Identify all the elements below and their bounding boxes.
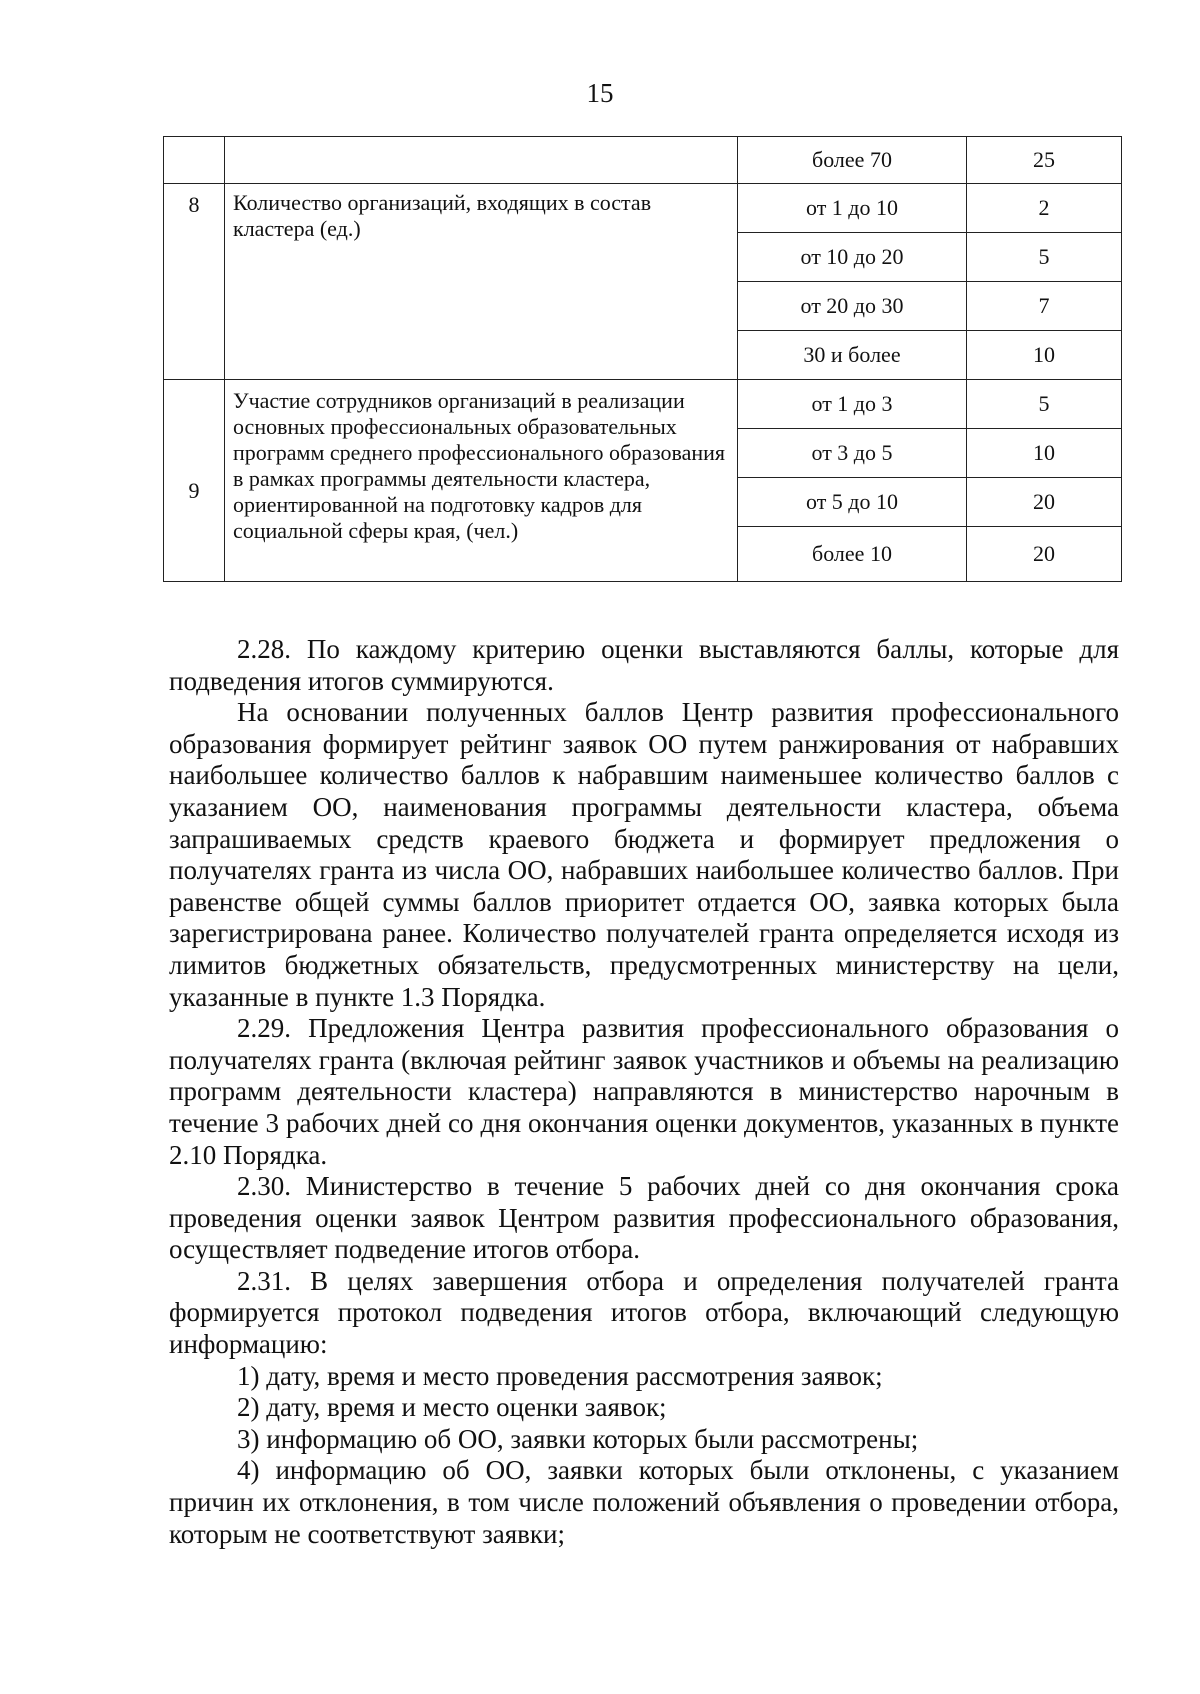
table-cell-score: 10: [967, 429, 1122, 478]
table-cell-range: более 70: [738, 137, 967, 184]
table-cell-score: 10: [967, 331, 1122, 380]
table-cell-score: 20: [967, 478, 1122, 527]
criterion-name: Участие сотрудников организаций в реализации основных профессиональных образовательных программ среднего профессионального образования в рамках программы деятельности кластера, ориентированной на подготовку кадров для социальной сферы края, (чел.): [225, 380, 738, 582]
paragraph-2-28: 2.28. По каждому критерию оценки выставляются баллы, которые для подведения итогов суммируются.: [169, 634, 1119, 696]
criterion-name: Количество организаций, входящих в состав кластера (ед.): [225, 184, 738, 380]
list-item: 1) дату, время и место проведения рассмотрения заявок;: [237, 1360, 883, 1391]
table-cell-score: 5: [967, 233, 1122, 282]
list-item: 4) информацию об ОО, заявки которых были отклонены, с указанием причин их отклонения, в том числе положений объявления о проведении отбора, которым не соответствуют заявки;: [169, 1455, 1119, 1549]
table-cell-range: от 1 до 10: [738, 184, 967, 233]
list-item: 3) информацию об ОО, заявки которых были рассмотрены;: [237, 1423, 919, 1454]
table-cell-score: 7: [967, 282, 1122, 331]
table-cell-range: от 3 до 5: [738, 429, 967, 478]
criterion-number: 9: [164, 380, 225, 582]
table-cell-range: от 1 до 3: [738, 380, 967, 429]
paragraph-rating: На основании полученных баллов Центр развития профессионального образования формирует рейтинг заявок ОО путем ранжирования от набравших наибольшее количество баллов к набравшим наименьшее количество баллов с указанием ОО, наименования программы деятельности кластера, объема запрашиваемых средств краевого бюджета и формирует предложения о получателях гранта из числа ОО, набравших наибольшее количество баллов. При равенстве общей суммы баллов приоритет отдается ОО, заявка которых была зарегистрирована ранее. Количество получателей гранта определяется исходя из лимитов бюджетных обязательств, предусмотренных министерству на цели, указанные в пункте 1.3 Порядка.: [169, 697, 1119, 1012]
page-number: 15: [586, 78, 614, 108]
criterion-number: 8: [164, 184, 225, 380]
list-item: 2) дату, время и место оценки заявок;: [237, 1392, 667, 1423]
table-cell-name: [225, 137, 738, 184]
paragraph-2-31: 2.31. В целях завершения отбора и определения получателей гранта формируется протокол подведения итогов отбора, включающий следующую информацию:: [169, 1265, 1119, 1360]
table-row: [164, 380, 1122, 429]
table-cell-score: 5: [967, 380, 1122, 429]
table-row: [164, 137, 1122, 184]
table-cell-score: 25: [967, 137, 1122, 184]
body-text: [169, 634, 1119, 1550]
table-cell-range: 30 и более: [738, 331, 967, 380]
paragraph-2-30: 2.30. Министерство в течение 5 рабочих дней со дня окончания срока проведения оценки заявок Центром развития профессионального образования, осуществляет подведение итогов отбора.: [169, 1171, 1119, 1265]
paragraph-2-29: 2.29. Предложения Центра развития профессионального образования о получателях гранта (включая рейтинг заявок участников и объемы на реализацию программ деятельности кластера) направляются в министерство нарочным в течение 3 рабочих дней со дня окончания оценки документов, указанных в пункте 2.10 Порядка.: [169, 1013, 1119, 1170]
table-cell-range: более 10: [738, 527, 967, 582]
table-cell-range: от 5 до 10: [738, 478, 967, 527]
table-cell-num: [164, 137, 225, 184]
criteria-table: [163, 136, 1122, 582]
table-row: [164, 184, 1122, 233]
table-cell-range: от 20 до 30: [738, 282, 967, 331]
table-cell-score: 20: [967, 527, 1122, 582]
table-cell-range: от 10 до 20: [738, 233, 967, 282]
table-cell-score: 2: [967, 184, 1122, 233]
